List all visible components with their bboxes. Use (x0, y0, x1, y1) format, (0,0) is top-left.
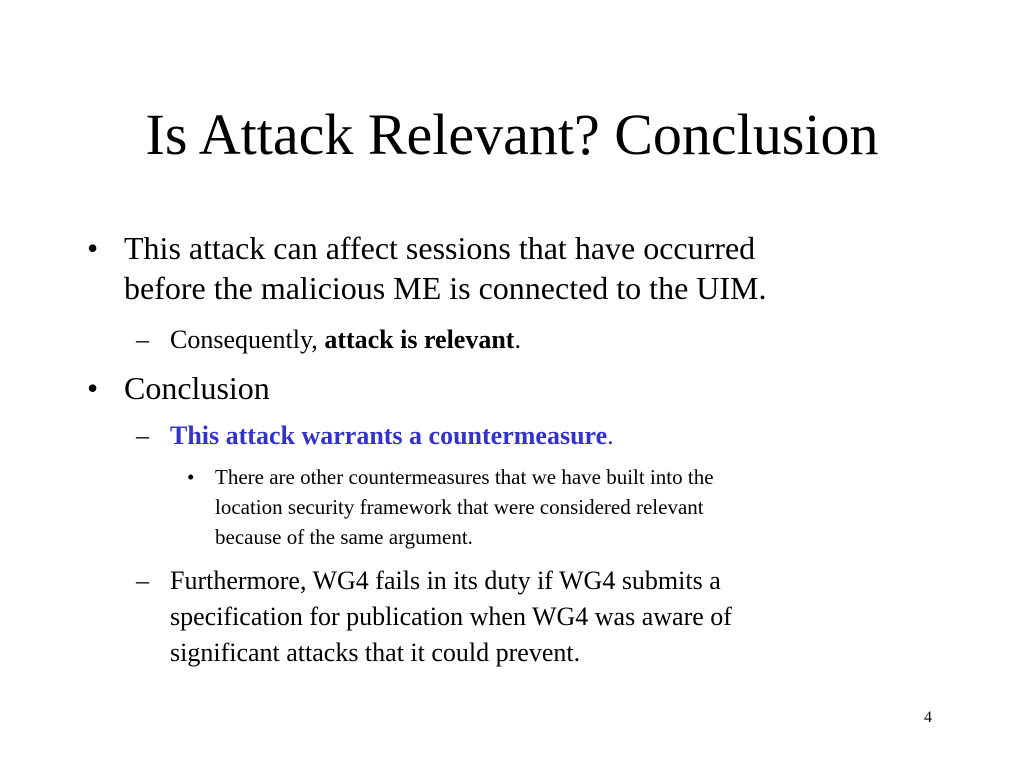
sub-bullet-suffix: . (607, 421, 614, 450)
bullet-text-line: significant attacks that it could prevent. (170, 638, 581, 667)
dash-marker: – (136, 325, 149, 354)
bullet-text: Conclusion (124, 370, 270, 406)
sub-bullet-emphasis: attack is relevant (324, 325, 515, 354)
sub-bullet-countermeasure (136, 418, 614, 454)
sub-bullet-furthermore (136, 563, 732, 671)
dash-marker: – (136, 421, 149, 450)
sub-sub-bullet-other-countermeasures (187, 462, 714, 552)
bullet-item-conclusion (87, 368, 270, 408)
bullet-marker: • (187, 465, 195, 489)
bullet-marker: • (87, 230, 99, 266)
bullet-text-line: because of the same argument. (215, 525, 473, 549)
bullet-text-line: There are other countermeasures that we have built into the (215, 465, 714, 489)
bullet-text-line: before the malicious ME is connected to the UIM. (124, 270, 767, 306)
sub-bullet-consequently (136, 322, 521, 358)
bullet-text-line: Furthermore, WG4 fails in its duty if WG4 submits a (170, 566, 721, 595)
sub-bullet-suffix: . (514, 325, 521, 354)
slide-title: Is Attack Relevant? Conclusion (145, 102, 879, 167)
bullet-item-sessions (87, 228, 767, 308)
bullet-text-line: specification for publication when WG4 was aware of (170, 602, 732, 631)
sub-bullet-prefix: Consequently, (170, 325, 325, 354)
bullet-text-line: This attack can affect sessions that have occurred (124, 230, 756, 266)
bullet-marker: • (87, 370, 99, 406)
sub-bullet-emphasis: This attack warrants a countermeasure (170, 421, 608, 450)
page-number: 4 (924, 709, 932, 726)
bullet-text-line: location security framework that were considered relevant (215, 495, 704, 519)
dash-marker: – (136, 566, 149, 595)
